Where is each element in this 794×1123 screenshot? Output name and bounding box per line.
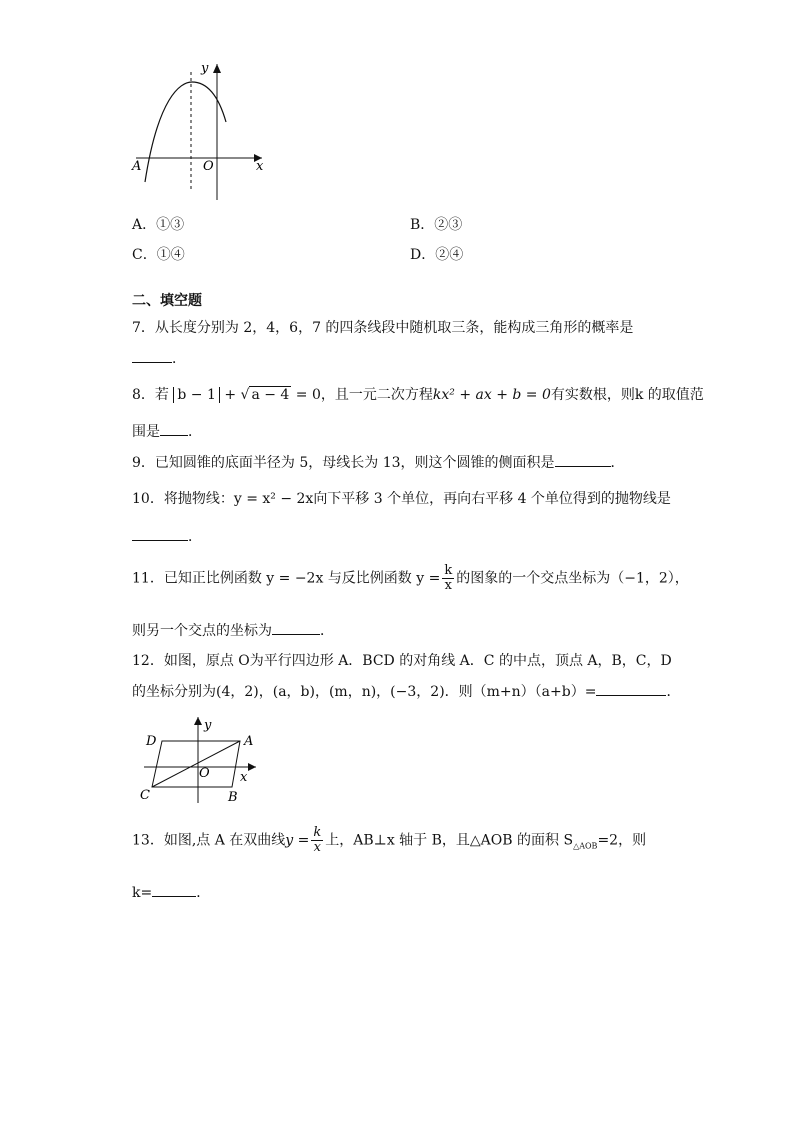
- question-7: [132, 317, 633, 337]
- question-13-post2: =2，则: [597, 832, 647, 849]
- quadratic-equation: kx² + ax + b = 0: [432, 387, 551, 403]
- question-11-line2-text: 则另一个交点的坐标为: [132, 623, 272, 639]
- answer-blank[interactable]: [596, 681, 666, 696]
- question-10: [132, 488, 671, 508]
- question-7-end: ．: [172, 351, 186, 367]
- question-11: [132, 564, 689, 593]
- fraction-k-over-x: $\frac{k}{x}$: [313, 825, 322, 855]
- question-11-end: ．: [320, 623, 334, 639]
- option-c[interactable]: C．①④: [132, 247, 185, 263]
- question-8-line2: [132, 421, 202, 441]
- question-13-line2: [132, 882, 210, 902]
- answer-blank[interactable]: [555, 452, 611, 467]
- figure2-label-x: x: [240, 770, 248, 785]
- question-8-pre: 8．若: [132, 387, 169, 403]
- question-11-post: 的图象的一个交点坐标为（−1，2），: [456, 570, 689, 587]
- question-10-end: ．: [188, 529, 202, 545]
- question-12-line2: 的坐标分别为(4，2)，(a，b)，(m，n)，(−3，2)．则（m+n）（a+b）=: [132, 684, 597, 700]
- answer-blank[interactable]: [132, 526, 188, 541]
- area-subscript: △AOB: [573, 841, 598, 851]
- question-11-line2: [132, 620, 334, 640]
- absolute-value-expression: b − 1: [173, 387, 220, 403]
- question-10-pre: 10．将抛物线：: [132, 491, 234, 507]
- question-12-line1: 12．如图，原点 O为平行四边形 A．BCD 的对角线 A．C 的中点，顶点 A，B，C，D: [132, 653, 672, 669]
- answer-blank[interactable]: [152, 882, 196, 897]
- question-10-answer-line: [132, 526, 202, 546]
- question-8-post: 有实数根，则k 的取值范: [550, 387, 704, 403]
- figure2-label-a: A: [244, 734, 254, 749]
- sqrt-expression: a − 4: [251, 387, 290, 403]
- parabola-equation: y = x² − 2x: [233, 491, 314, 507]
- question-12-end: ．: [666, 684, 681, 700]
- question-10-post: 向下平移 3 个单位，再向右平移 4 个单位得到的抛物线是: [313, 491, 671, 507]
- sqrt-icon: √: [240, 387, 250, 403]
- option-b[interactable]: B．②③: [410, 217, 463, 233]
- inverse-function-lhs: y =: [416, 570, 441, 587]
- question-12: [132, 650, 672, 670]
- question-9-end: ．: [610, 455, 625, 471]
- parallelogram-figure: [136, 715, 264, 807]
- figure2-label-y: y: [204, 718, 212, 733]
- question-12-line2-row: [132, 681, 680, 701]
- question-13: [132, 826, 646, 855]
- plus-sign: +: [224, 387, 237, 403]
- question-13-line2-text: k=: [132, 885, 153, 901]
- question-7-text: 7．从长度分别为 2，4，6，7 的四条线段中随机取三条，能构成三角形的概率是: [132, 320, 634, 336]
- hyperbola-lhs: y =: [285, 832, 310, 849]
- question-13-post: 上，AB⊥x 轴于 B，且△AOB 的面积 S: [325, 832, 574, 849]
- question-11-mid: 与反比例函数: [327, 570, 412, 587]
- linear-function: y = −2x: [266, 570, 324, 587]
- question-8-mid: ，且一元二次方程: [320, 387, 433, 403]
- figure1-point-a-label: A: [132, 159, 142, 174]
- answer-blank[interactable]: [272, 620, 320, 635]
- figure2-label-b: B: [228, 790, 238, 805]
- question-7-answer-line: [132, 348, 186, 368]
- option-d[interactable]: D．②④: [410, 247, 464, 263]
- question-11-pre: 11．已知正比例函数: [132, 570, 262, 587]
- question-8-line2-text: 围是: [132, 424, 160, 440]
- figure1-y-label: y: [201, 61, 209, 76]
- figure1-origin-label: O: [203, 159, 214, 174]
- figure1-x-label: x: [256, 159, 264, 174]
- question-13-end: ．: [196, 885, 211, 901]
- question-9: [132, 452, 625, 472]
- answer-blank[interactable]: [132, 348, 172, 363]
- question-8-end: ．: [188, 424, 202, 440]
- fraction-k-over-x: $\frac{k}{x}$: [444, 563, 453, 593]
- parabola-figure: [128, 58, 268, 203]
- figure2-label-c: C: [140, 788, 150, 803]
- answer-blank[interactable]: [160, 421, 188, 436]
- figure2-label-o: O: [199, 766, 210, 781]
- question-13-pre: 13．如图,点 A 在双曲线: [132, 832, 286, 849]
- question-8: [132, 384, 704, 404]
- section-title: 二、填空题: [132, 293, 202, 309]
- equals-zero: = 0: [295, 387, 321, 403]
- question-9-text: 9．已知圆锥的底面半径为 5，母线长为 13，则这个圆锥的侧面积是: [132, 455, 555, 471]
- figure2-label-d: D: [146, 734, 157, 749]
- option-a[interactable]: A．①③: [132, 217, 185, 233]
